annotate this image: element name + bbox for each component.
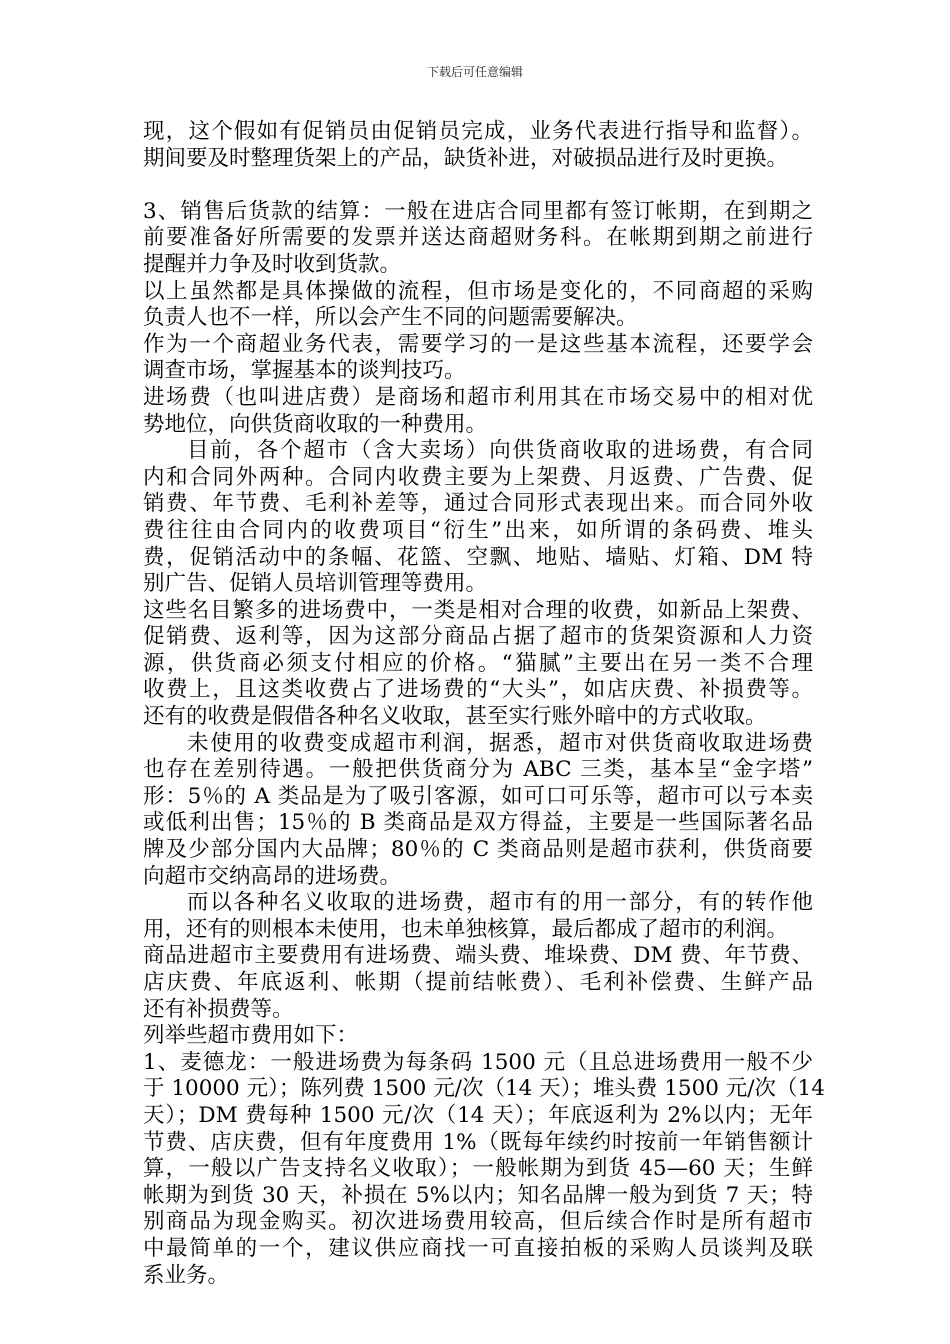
text-line: 店庆费、年底返利、帐期（提前结帐费）、毛利补偿费、生鲜产品 bbox=[143, 970, 813, 995]
text-line: 源，供货商必须支付相应的价格。“猫腻”主要出在另一类不合理 bbox=[143, 650, 813, 676]
text-line: 势地位，向供货商收取的一种费用。 bbox=[143, 411, 488, 437]
text-line: 而以各种名义收取的进场费，超市有的用一部分，有的转作他 bbox=[187, 890, 813, 916]
text-line: 提醒并力争及时收到货款。 bbox=[143, 251, 402, 277]
text-line: 用，还有的则根本未使用，也未单独核算，最后都成了超市的利润。 bbox=[143, 916, 789, 942]
text-line: 以上虽然都是具体操做的流程，但市场是变化的，不同商超的采购 bbox=[143, 278, 813, 304]
text-line: 费，促销活动中的条幅、花篮、空飘、地贴、墙贴、灯箱、DM 特 bbox=[143, 544, 813, 570]
text-line: 作为一个商超业务代表，需要学习的一是这些基本流程，还要学会 bbox=[143, 331, 813, 357]
text-line: 1、麦德龙：一般进场费为每条码 1500 元（且总进场费用一般不少 bbox=[143, 1049, 813, 1075]
text-line: 还有补损费等。 bbox=[143, 996, 294, 1022]
paragraph bbox=[143, 279, 813, 332]
paragraph bbox=[143, 199, 813, 279]
text-line: 目前，各个超市（含大卖场）向供货商收取的进场费，有合同 bbox=[187, 438, 813, 464]
text-line: 别商品为现金购买。初次进场费用较高，但后续合作时是所有超市 bbox=[143, 1209, 813, 1235]
text-line: 中最简单的一个，建议供应商找一可直接拍板的采购人员谈判及联 bbox=[143, 1235, 813, 1261]
text-line: 别广告、促销人员培训管理等费用。 bbox=[143, 571, 488, 597]
text-line: 进场费（也叫进店费）是商场和超市利用其在市场交易中的相对优 bbox=[143, 384, 813, 410]
text-line: 于 10000 元）；陈列费 1500 元/次（14 天）；堆头费 1500 元/次（14 bbox=[143, 1076, 825, 1102]
paragraph bbox=[143, 438, 813, 598]
text-line: 期间要及时整理货架上的产品，缺货补进，对破损品进行及时更换。 bbox=[143, 145, 789, 171]
paragraph bbox=[143, 598, 813, 731]
text-line: 向超市交纳高昂的进场费。 bbox=[143, 863, 402, 889]
text-line: 这些名目繁多的进场费中，一类是相对合理的收费，如新品上架费、 bbox=[143, 597, 813, 623]
text-line: 收费上，且这类收费占了进场费的“大头”，如店庆费、补损费等。 bbox=[143, 677, 813, 703]
document-body bbox=[143, 119, 825, 1289]
paragraph bbox=[143, 731, 813, 891]
text-line: 也存在差别待遇。一般把供货商分为 ABC 三类，基本呈“金字塔” bbox=[143, 757, 813, 783]
paragraph bbox=[143, 119, 813, 172]
text-line: 节费、店庆费，但有年度费用 1%（既每年续约时按前一年销售额计 bbox=[143, 1129, 813, 1155]
text-line: 牌及少部分国内大品牌；80％的 C 类商品则是超市获利，供货商要 bbox=[143, 837, 813, 863]
paragraph bbox=[143, 943, 813, 1023]
text-line: 费往往由合同内的收费项目“衍生”出来，如所谓的条码费、堆头 bbox=[143, 517, 813, 543]
text-line: 天）；DM 费每种 1500 元/次（14 天）；年底返利为 2%以内；无年 bbox=[143, 1102, 813, 1128]
text-line: 调查市场，掌握基本的谈判技巧。 bbox=[143, 358, 466, 384]
text-line: 销费、年节费、毛利补差等，通过合同形式表现出来。而合同外收 bbox=[143, 491, 813, 517]
paragraph bbox=[143, 1049, 825, 1289]
text-line: 负责人也不一样，所以会产生不同的问题需要解决。 bbox=[143, 305, 638, 331]
paragraph bbox=[143, 890, 813, 943]
text-line: 还有的收费是假借各种名义收取，甚至实行账外暗中的方式收取。 bbox=[143, 704, 767, 730]
text-line: 促销费、返利等，因为这部分商品占据了超市的货架资源和人力资 bbox=[143, 624, 813, 650]
page-header: 下载后可任意编辑 bbox=[426, 65, 523, 79]
text-line: 现，这个假如有促销员由促销员完成，业务代表进行指导和监督）。 bbox=[143, 119, 813, 144]
text-line: 帐期为到货 30 天，补损在 5%以内；知名品牌一般为到货 7 天；特 bbox=[143, 1182, 813, 1208]
text-line: 3、销售后货款的结算：一般在进店合同里都有签订帐期，在到期之 bbox=[143, 198, 813, 224]
text-line: 列举些超市费用如下： bbox=[143, 1023, 359, 1049]
text-line: 内和合同外两种。合同内收费主要为上架费、月返费、广告费、促 bbox=[143, 464, 813, 490]
text-line: 系业务。 bbox=[143, 1262, 230, 1288]
text-line: 前要准备好所需要的发票并送达商超财务科。在帐期到期之前进行 bbox=[143, 225, 813, 251]
paragraph bbox=[143, 1023, 813, 1050]
text-line: 或低利出售；15％的 B 类商品是双方得益，主要是一些国际著名品 bbox=[143, 810, 813, 836]
text-line: 算，一般以广告支持名义收取）；一般帐期为到货 45—60 天；生鲜 bbox=[143, 1156, 813, 1182]
paragraph bbox=[143, 332, 813, 385]
text-line: 未使用的收费变成超市利润，据悉，超市对供货商收取进场费 bbox=[187, 730, 813, 756]
paragraph bbox=[143, 385, 813, 438]
text-line: 商品进超市主要费用有进场费、端头费、堆垛费、DM 费、年节费、 bbox=[143, 943, 813, 969]
text-line: 形：5％的 A 类品是为了吸引客源，如可口可乐等，超市可以亏本卖 bbox=[143, 783, 813, 809]
paragraph-gap bbox=[143, 172, 813, 199]
